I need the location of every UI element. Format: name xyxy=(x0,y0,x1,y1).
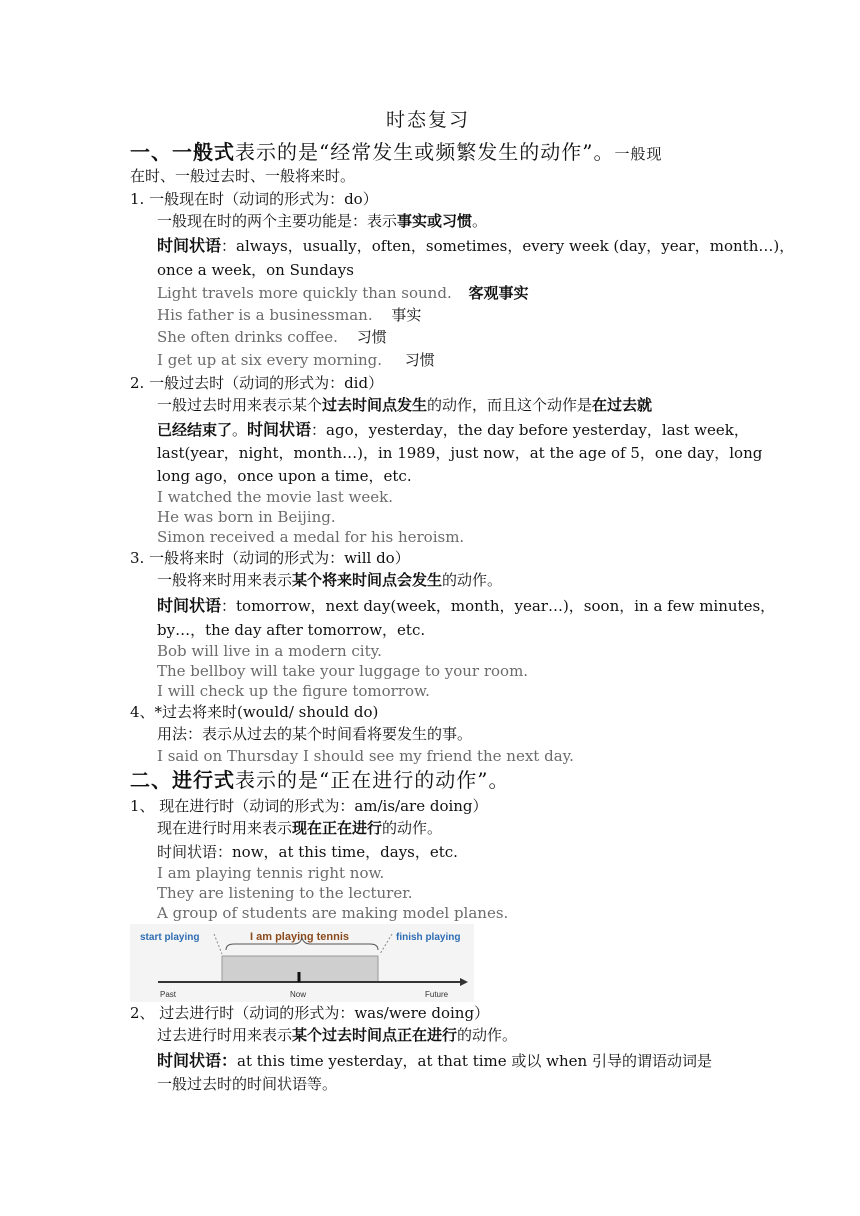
present-simple-function-pre: 一般现在时的两个主要功能是：表示 xyxy=(157,212,398,230)
past-label: Past xyxy=(160,990,177,999)
present-simple-function xyxy=(157,211,487,231)
example-sentence xyxy=(157,350,435,370)
future-simple-line1 xyxy=(157,570,502,590)
example-sentence: Simon received a medal for his heroism. xyxy=(157,528,465,546)
past-simple-line2 xyxy=(157,420,749,440)
section-2-heading-rest: 表示的是“正在进行的动作”。 xyxy=(235,768,510,792)
future-simple-heading: 3. 一般将来时（动词的形式为：will do） xyxy=(130,549,410,567)
example-note: 客观事实 xyxy=(468,284,529,302)
start-playing-label: start playing xyxy=(140,932,200,943)
text: 一般过去时用来表示某个 xyxy=(157,396,323,414)
adverbial-list: ：ago，yesterday，the day before yesterday，last week， xyxy=(311,421,749,439)
section-1-heading-line2: 在时、一般过去时、一般将来时。 xyxy=(130,167,356,185)
example-sentence: They are listening to the lecturer. xyxy=(157,884,413,902)
example-sentence: I said on Thursday I should see my friend the next day. xyxy=(157,747,574,765)
past-continuous-heading: 2、 过去进行时（动词的形式为：was/were doing） xyxy=(130,1004,490,1022)
section-2-heading-bold: 二、进行式 xyxy=(130,768,235,792)
example-sentence: The bellboy will take your luggage to your room. xyxy=(157,662,529,680)
text-bold: 在过去就 xyxy=(592,396,653,414)
present-simple-heading: 1. 一般现在时（动词的形式为：do） xyxy=(130,190,378,208)
now-label: Now xyxy=(290,990,307,999)
present-simple-adverbials-line2: once a week，on Sundays xyxy=(157,261,354,279)
example-text: She often drinks coffee. xyxy=(157,328,338,346)
example-note: 事实 xyxy=(391,306,422,324)
future-simple-adverbials-line2: by…，the day after tomorrow，etc. xyxy=(157,621,426,639)
future-in-past-usage: 用法：表示从过去的某个时间看将要发生的事。 xyxy=(157,725,473,743)
text-bold: 过去时间点发生 xyxy=(322,396,428,414)
example-text: I get up at six every morning. xyxy=(157,351,383,369)
example-sentence xyxy=(157,305,421,325)
text-bold: 已经结束了 xyxy=(157,421,233,439)
past-simple-heading: 2. 一般过去时（动词的形式为：did） xyxy=(130,374,384,392)
present-simple-adverbials xyxy=(157,236,794,256)
past-simple-line4: long ago，once upon a time，etc. xyxy=(157,467,412,485)
example-sentence: I watched the movie last week. xyxy=(157,488,394,506)
text: 的动作。 xyxy=(442,571,503,589)
future-simple-adverbials xyxy=(157,596,775,616)
adverbial-list: at this time yesterday，at that time 或以 when 引导的谓语动词是 xyxy=(237,1052,712,1070)
section-2-heading xyxy=(130,767,509,793)
past-simple-line1 xyxy=(157,395,652,415)
section-1-heading-tail: 一般现 xyxy=(614,145,663,163)
future-in-past-heading: 4、*过去将来时(would/ should do) xyxy=(130,703,379,721)
present-simple-function-bold: 事实或习惯 xyxy=(397,212,473,230)
section-1-heading-rest: 表示的是“经常发生或频繁发生的动作”。 xyxy=(235,140,615,164)
text: 的动作。 xyxy=(457,1026,518,1044)
text-bold: 某个过去时间点正在进行 xyxy=(292,1026,458,1044)
text: 现在进行时用来表示 xyxy=(157,819,293,837)
text: 的动作，而且这个动作是 xyxy=(427,396,593,414)
example-sentence: I will check up the figure tomorrow. xyxy=(157,682,430,700)
example-sentence: A group of students are making model planes. xyxy=(157,904,509,922)
text: 过去进行时用来表示 xyxy=(157,1026,293,1044)
adverbial-list: ：always，usually，often，sometimes，every week (day，year，month…)， xyxy=(221,237,795,255)
page-title: 时态复习 xyxy=(386,109,471,131)
past-continuous-adverbials xyxy=(157,1051,712,1071)
adverbial-label: 时间状语： xyxy=(157,1051,238,1070)
future-label: Future xyxy=(425,990,449,999)
present-simple-function-post: 。 xyxy=(472,212,488,230)
text: 的动作。 xyxy=(382,819,443,837)
adverbial-label: 时间状语 xyxy=(157,596,222,615)
section-1-heading xyxy=(130,139,662,167)
present-continuous-line1 xyxy=(157,818,442,838)
text-bold: 某个将来时间点会发生 xyxy=(292,571,443,589)
timeline-diagram xyxy=(130,924,474,1002)
present-continuous-heading: 1、 现在进行时（动词的形式为：am/is/are doing） xyxy=(130,797,488,815)
past-continuous-line1 xyxy=(157,1025,517,1045)
past-simple-line3: last(year，night，month…)，in 1989，just now，at the age of 5，one day，long xyxy=(157,444,763,462)
section-1-heading-bold: 一、一般式 xyxy=(130,140,235,164)
example-text: His father is a businessman. xyxy=(157,306,373,324)
finish-playing-label: finish playing xyxy=(396,932,461,943)
text: 一般将来时用来表示 xyxy=(157,571,293,589)
i-am-playing-tennis-label: I am playing tennis xyxy=(250,931,350,943)
example-sentence: Bob will live in a modern city. xyxy=(157,642,382,660)
example-text: Light travels more quickly than sound. xyxy=(157,284,452,302)
example-sentence xyxy=(157,327,387,347)
example-note: 习惯 xyxy=(404,351,435,369)
adverbial-label: 时间状语 xyxy=(247,420,312,439)
example-sentence: I am playing tennis right now. xyxy=(157,864,385,882)
present-continuous-adverbials: 时间状语：now，at this time，days，etc. xyxy=(157,843,458,861)
text-bold: 现在正在进行 xyxy=(292,819,383,837)
adverbial-list: ：tomorrow，next day(week，month，year…)，soon，in a few minutes， xyxy=(221,597,776,615)
past-continuous-adverbials-line2: 一般过去时的时间状语等。 xyxy=(157,1075,338,1093)
example-sentence xyxy=(157,283,529,303)
example-note: 习惯 xyxy=(356,328,387,346)
text: 。 xyxy=(232,421,248,439)
adverbial-label: 时间状语 xyxy=(157,236,222,255)
example-sentence: He was born in Beijing. xyxy=(157,508,336,526)
